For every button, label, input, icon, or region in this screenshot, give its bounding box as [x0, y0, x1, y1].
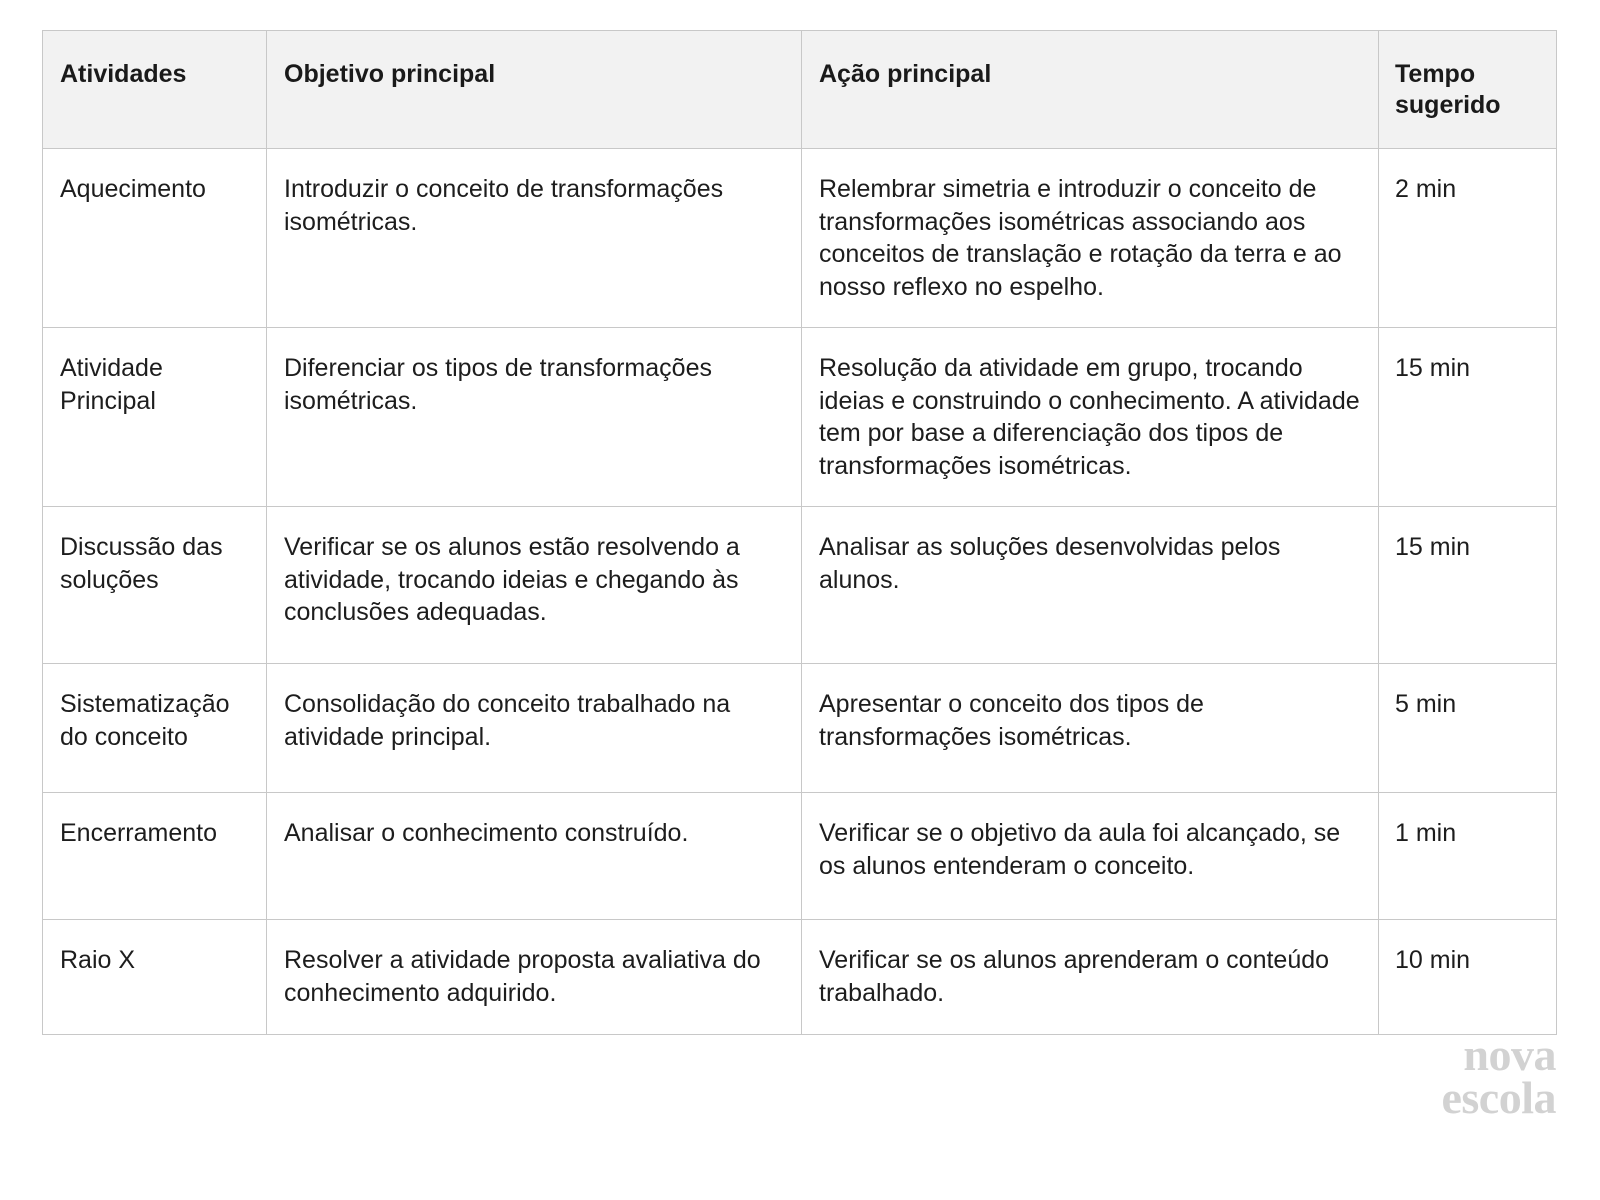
cell-acao: Apresentar o conceito dos tipos de transformações isométricas. — [802, 664, 1379, 793]
cell-objetivo: Consolidação do conceito trabalhado na atividade principal. — [267, 664, 802, 793]
table-row — [43, 664, 1557, 793]
table-row — [43, 328, 1557, 507]
cell-acao: Verificar se o objetivo da aula foi alcançado, se os alunos entenderam o conceito. — [802, 793, 1379, 920]
cell-tempo: 2 min — [1379, 149, 1557, 328]
column-header-acao-principal: Ação principal — [802, 31, 1379, 149]
cell-tempo: 15 min — [1379, 328, 1557, 507]
cell-acao: Verificar se os alunos aprenderam o conteúdo trabalhado. — [802, 920, 1379, 1035]
table-header-row — [43, 31, 1557, 149]
table-header — [43, 31, 1557, 149]
table-row — [43, 920, 1557, 1035]
logo-line-nova: nova — [1463, 1029, 1556, 1080]
cell-tempo: 10 min — [1379, 920, 1557, 1035]
cell-atividade: Sistematização do conceito — [43, 664, 267, 793]
column-header-objetivo-principal: Objetivo principal — [267, 31, 802, 149]
cell-objetivo: Resolver a atividade proposta avaliativa do conhecimento adquirido. — [267, 920, 802, 1035]
table-row — [43, 507, 1557, 664]
cell-atividade: Encerramento — [43, 793, 267, 920]
cell-atividade: Aquecimento — [43, 149, 267, 328]
cell-objetivo: Verificar se os alunos estão resolvendo a atividade, trocando ideias e chegando às conclusões adequadas. — [267, 507, 802, 664]
cell-tempo: 1 min — [1379, 793, 1557, 920]
cell-atividade: Atividade Principal — [43, 328, 267, 507]
lesson-plan-table — [42, 30, 1557, 1035]
table-row — [43, 793, 1557, 920]
cell-acao: Relembrar simetria e introduzir o conceito de transformações isométricas associando aos conceitos de translação e rotação da terra e ao nosso reflexo no espelho. — [802, 149, 1379, 328]
nova-escola-logo — [1441, 1029, 1556, 1123]
cell-objetivo: Analisar o conhecimento construído. — [267, 793, 802, 920]
lesson-plan-table-container — [42, 30, 1556, 1035]
table-body — [43, 149, 1557, 1035]
cell-objetivo: Diferenciar os tipos de transformações isométricas. — [267, 328, 802, 507]
table-row — [43, 149, 1557, 328]
cell-atividade: Discussão das soluções — [43, 507, 267, 664]
cell-tempo: 15 min — [1379, 507, 1557, 664]
logo-line-escola: escola — [1441, 1071, 1556, 1123]
column-header-atividades: Atividades — [43, 31, 267, 149]
cell-tempo: 5 min — [1379, 664, 1557, 793]
cell-acao: Resolução da atividade em grupo, trocando ideias e construindo o conhecimento. A atividade tem por base a diferenciação dos tipos de transformações isométricas. — [802, 328, 1379, 507]
cell-atividade: Raio X — [43, 920, 267, 1035]
column-header-tempo-sugerido: Tempo sugerido — [1379, 31, 1557, 149]
cell-objetivo: Introduzir o conceito de transformações isométricas. — [267, 149, 802, 328]
cell-acao: Analisar as soluções desenvolvidas pelos alunos. — [802, 507, 1379, 664]
